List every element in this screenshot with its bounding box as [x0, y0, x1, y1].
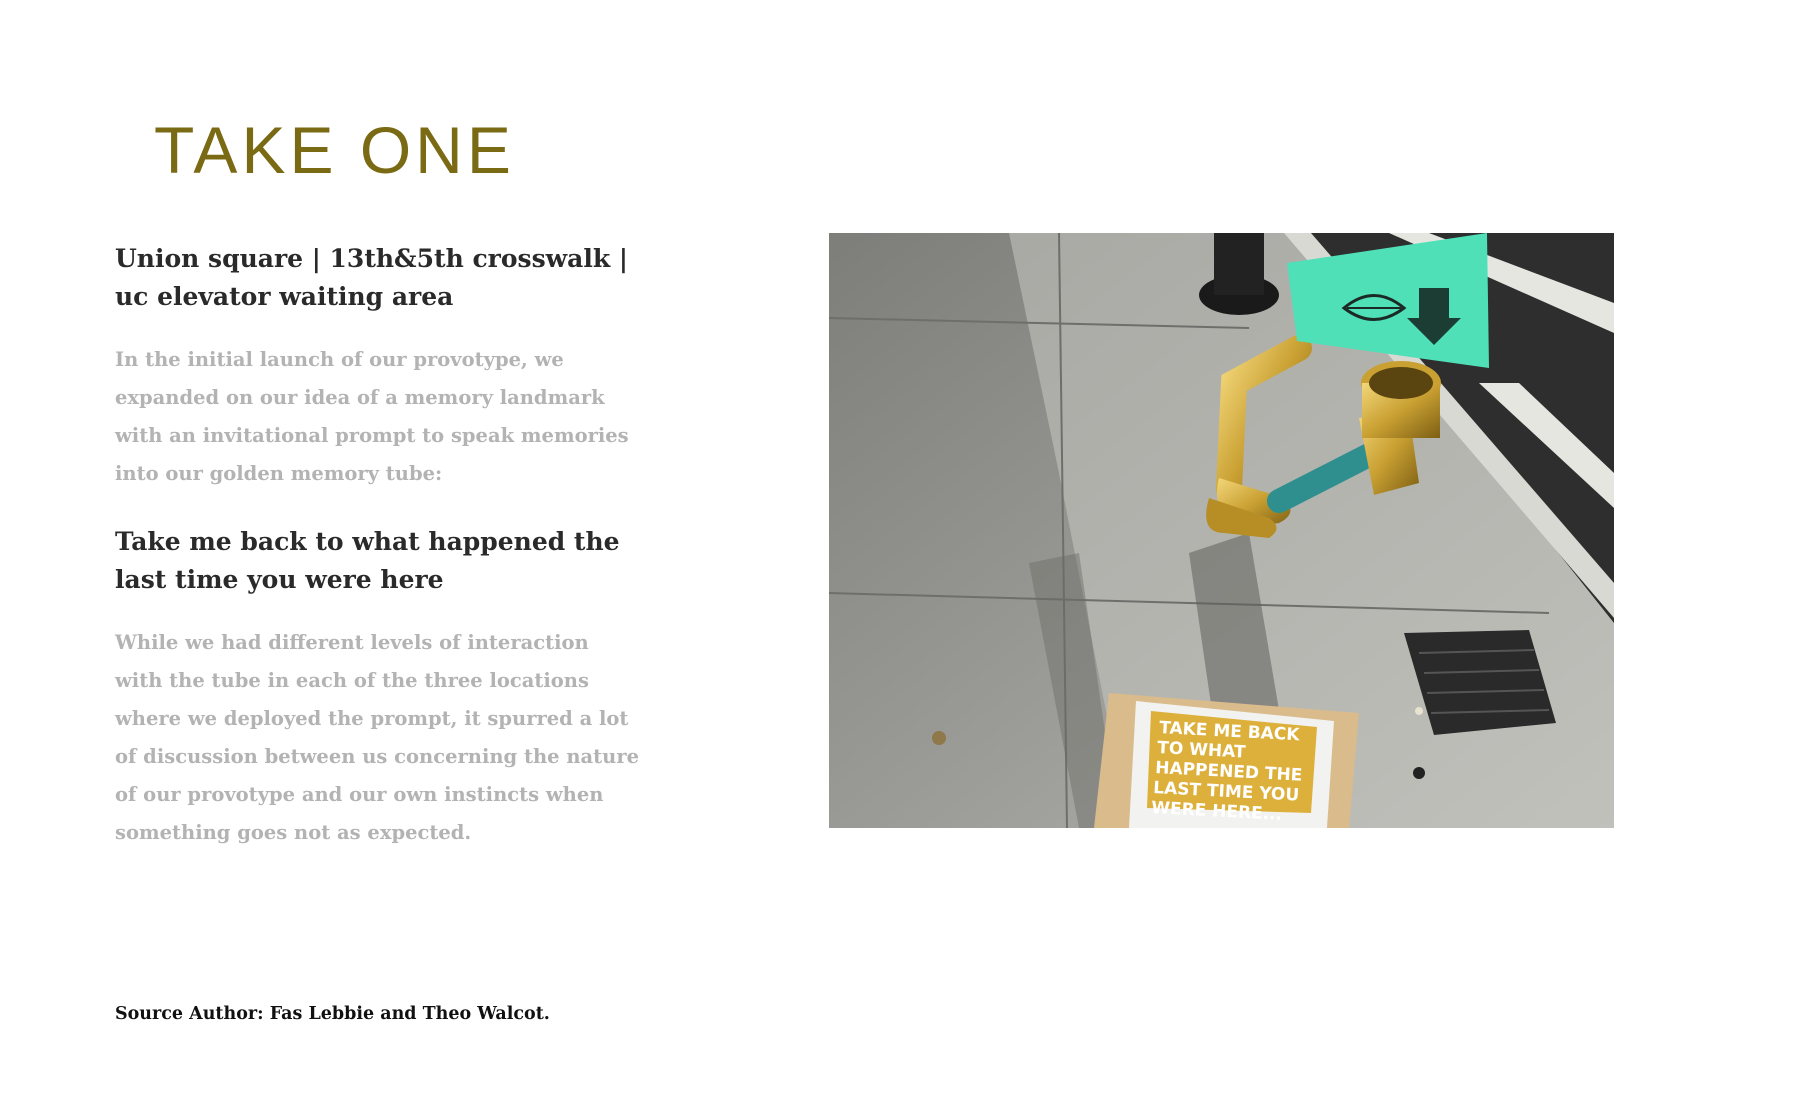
sign-text-line-2: TO WHAT: [1156, 738, 1247, 763]
location-heading: Union square | 13th&5th crosswalk | uc elevator waiting area: [115, 244, 629, 311]
sign-text-line-3: HAPPENED THE: [1154, 758, 1303, 786]
sign-text-line-1: TAKE ME BACK: [1158, 718, 1300, 746]
sign-text-line-5: WERE HERE...: [1150, 798, 1283, 825]
prompt-heading: Take me back to what happened the last time you were here: [115, 527, 620, 594]
text-column: [115, 240, 640, 852]
page-title: TAKE ONE: [154, 113, 515, 187]
source-credit: Source Author: Fas Lebbie and Theo Walcot.: [115, 1004, 550, 1024]
intro-paragraph: In the initial launch of our provotype, we expanded on our idea of a memory landmark with an invitational prompt to speak memories into our golden memory tube:: [115, 348, 629, 485]
reflection-paragraph: While we had different levels of interaction with the tube in each of the three locations where we deployed the prompt, it spurred a lot of discussion between us concerning the nature of our provotype and our own instincts when something goes not as expected.: [115, 631, 640, 844]
sign-text-line-4: LAST TIME YOU: [1152, 778, 1300, 806]
sidewalk-photo: [829, 233, 1614, 828]
